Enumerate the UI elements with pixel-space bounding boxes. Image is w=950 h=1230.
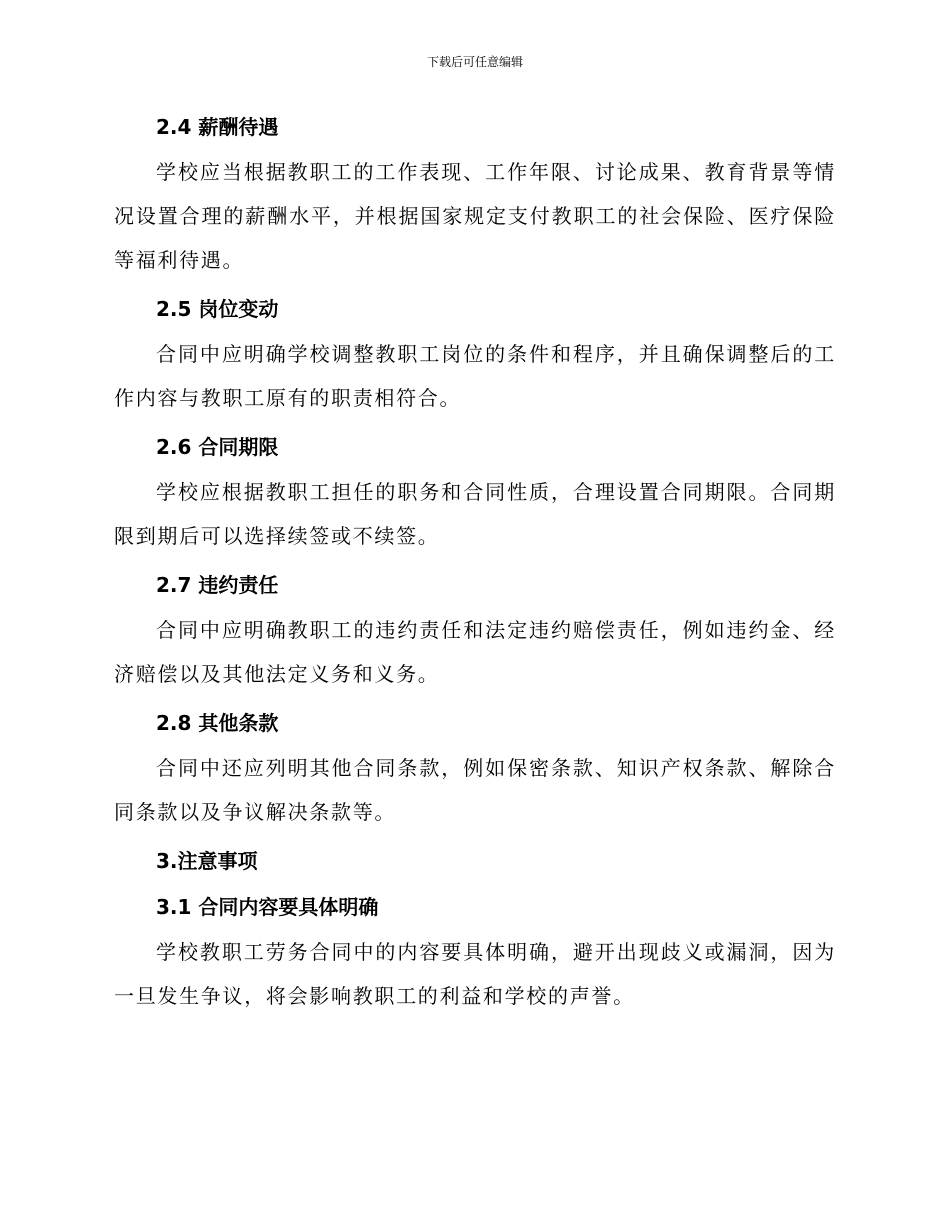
- section-heading-2-6: 2.6 合同期限: [156, 435, 279, 459]
- section-text-2-8: 合同中还应列明其他合同条款，例如保密条款、知识产权条款、解除合同条款以及争议解决条款等。: [114, 756, 836, 824]
- document-body: [114, 104, 836, 1022]
- header-note: 下载后可任意编辑: [426, 55, 523, 69]
- section-heading-2-4: 2.4 薪酬待遇: [156, 115, 279, 139]
- section-heading-2-5: 2.5 岗位变动: [156, 297, 279, 321]
- section-heading-3: 3.注意事项: [156, 849, 258, 873]
- section-heading-2-8: 2.8 其他条款: [156, 711, 279, 735]
- section-text-2-6: 学校应根据教职工担任的职务和合同性质，合理设置合同期限。合同期限到期后可以选择续签或不续签。: [114, 480, 836, 548]
- section-text-3-1: 学校教职工劳务合同中的内容要具体明确，避开出现歧义或漏洞，因为一旦发生争议，将会影响教职工的利益和学校的声誉。: [114, 940, 836, 1008]
- section-heading-2-7: 2.7 违约责任: [156, 573, 279, 597]
- section-text-2-7: 合同中应明确教职工的违约责任和法定违约赔偿责任，例如违约金、经济赔偿以及其他法定义务和义务。: [114, 618, 836, 686]
- section-heading-3-1: 3.1 合同内容要具体明确: [156, 895, 379, 919]
- section-text-2-4: 学校应当根据教职工的工作表现、工作年限、讨论成果、教育背景等情况设置合理的薪酬水平，并根据国家规定支付教职工的社会保险、医疗保险等福利待遇。: [114, 160, 836, 272]
- section-text-2-5: 合同中应明确学校调整教职工岗位的条件和程序，并且确保调整后的工作内容与教职工原有的职责相符合。: [114, 342, 836, 410]
